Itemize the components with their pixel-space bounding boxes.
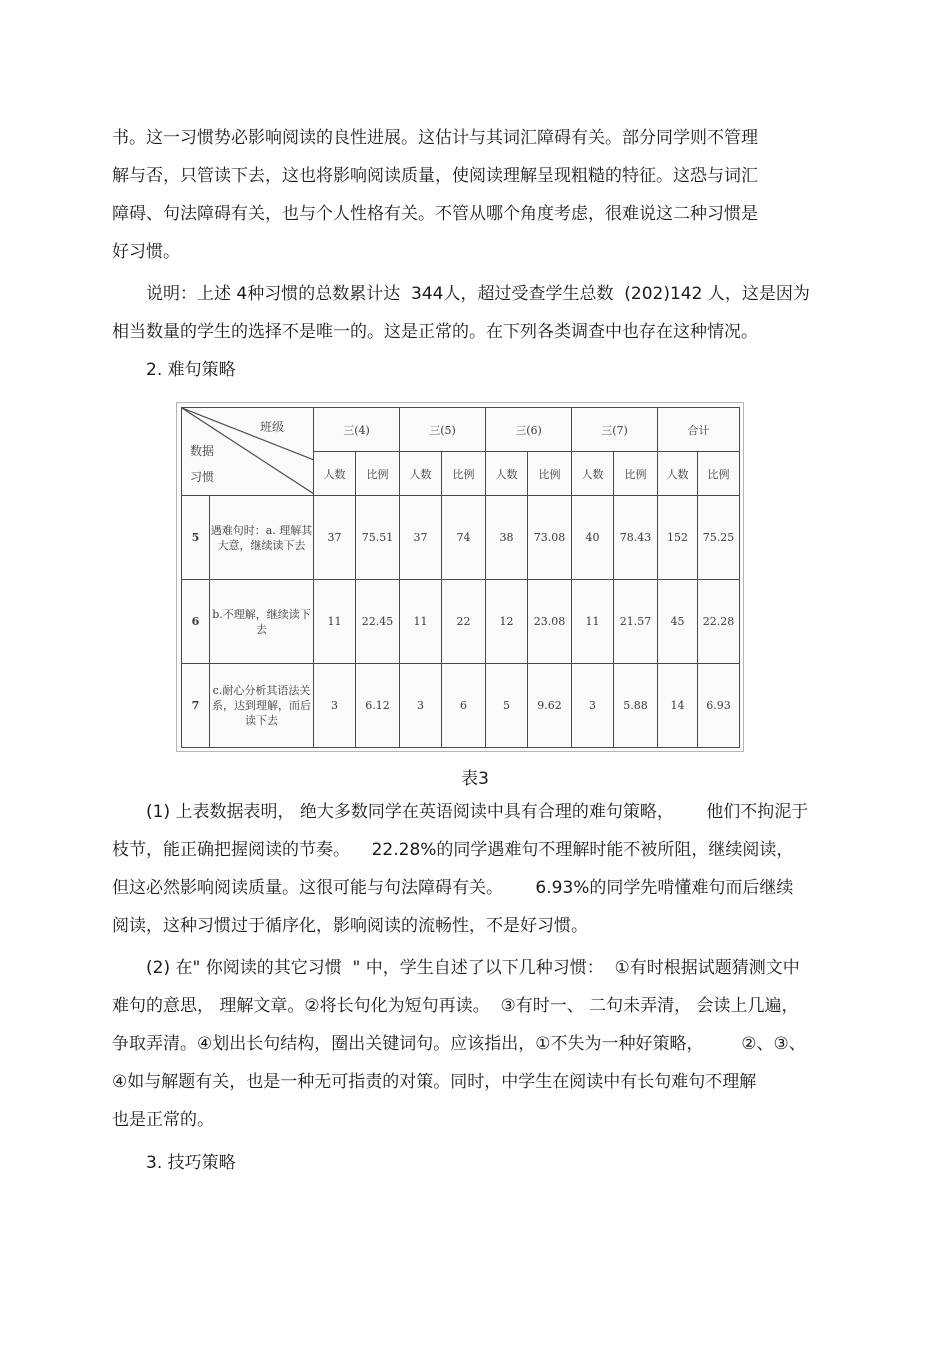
habit-description: c.耐心分析其语法关系，达到理解，而后读下去 <box>210 664 314 748</box>
cell-value: 6 <box>442 664 486 748</box>
count-subheader: 人数 <box>572 452 614 496</box>
cell-value: 152 <box>658 496 698 580</box>
text-line: 好习惯。 <box>112 242 180 262</box>
intro-paragraph <box>112 119 842 271</box>
cell-value: 37 <box>314 496 356 580</box>
cell-value: 12 <box>486 580 528 664</box>
text-line: 难句的意思， 理解文章。②将长句化为短句再读。 ③有时一、 二句未弄清， 会读上几遍， <box>112 996 799 1016</box>
class-header: 三(7) <box>572 408 658 452</box>
analysis-paragraph-2 <box>112 949 842 1139</box>
section-2-heading: 2. 难句策略 <box>146 360 236 380</box>
total-header: 合计 <box>658 408 740 452</box>
cell-value: 22.28 <box>698 580 740 664</box>
count-subheader: 人数 <box>400 452 442 496</box>
cell-value: 37 <box>400 496 442 580</box>
cell-value: 5.88 <box>614 664 658 748</box>
table-row <box>182 580 740 664</box>
cell-value: 3 <box>314 664 356 748</box>
text-line: 但这必然影响阅读质量。这很可能与句法障碍有关。 6.93%的同学先啃懂难句而后继续 <box>112 878 794 898</box>
cell-value: 73.08 <box>528 496 572 580</box>
text-line: 说明：上述 4种习惯的总数累计达 344人，超过受查学生总数 (202)142 人，这是因为 <box>146 284 810 304</box>
cell-value: 11 <box>400 580 442 664</box>
cell-value: 23.08 <box>528 580 572 664</box>
count-subheader: 人数 <box>314 452 356 496</box>
cell-value: 40 <box>572 496 614 580</box>
table-row <box>182 664 740 748</box>
text-line: ④如与解题有关，也是一种无可指责的对策。同时，中学生在阅读中有长句难句不理解 <box>112 1072 757 1092</box>
cell-value: 38 <box>486 496 528 580</box>
cell-value: 6.12 <box>356 664 400 748</box>
class-header: 三(5) <box>400 408 486 452</box>
header-data-label: 数据 <box>190 444 215 458</box>
text-line: (2) 在" 你阅读的其它习惯 " 中，学生自述了以下几种习惯： ①有时根据试题猜测文中 <box>146 958 800 978</box>
row-number: 6 <box>182 580 210 664</box>
table-figure <box>176 402 744 752</box>
text-line: 枝节，能正确把握阅读的节奏。 22.28%的同学遇难句不理解时能不被所阻，继续阅读， <box>112 840 794 860</box>
cell-value: 3 <box>400 664 442 748</box>
cell-value: 11 <box>572 580 614 664</box>
ratio-subheader: 比例 <box>528 452 572 496</box>
count-subheader: 人数 <box>486 452 528 496</box>
note-paragraph <box>112 275 842 351</box>
cell-value: 22 <box>442 580 486 664</box>
habit-description: 遇难句时：a. 理解其大意，继续读下去 <box>210 496 314 580</box>
table-row <box>182 496 740 580</box>
text-line: 障碍、句法障碍有关，也与个人性格有关。不管从哪个角度考虑，很难说这二种习惯是 <box>112 204 758 224</box>
count-subheader: 人数 <box>658 452 698 496</box>
diagonal-header-cell <box>182 408 314 496</box>
cell-value: 78.43 <box>614 496 658 580</box>
section-heading <box>112 351 842 389</box>
ratio-subheader: 比例 <box>698 452 740 496</box>
text-line: 也是正常的。 <box>112 1110 214 1130</box>
text-line: 相当数量的学生的选择不是唯一的。这是正常的。在下列各类调查中也存在这种情况。 <box>112 322 758 342</box>
section-3-heading: 3. 技巧策略 <box>146 1153 236 1173</box>
cell-value: 6.93 <box>698 664 740 748</box>
habit-description: b.不理解，继续读下去 <box>210 580 314 664</box>
header-habit-label: 习惯 <box>190 470 215 484</box>
ratio-subheader: 比例 <box>614 452 658 496</box>
text-line: 争取弄清。④划出长句结构，圈出关键词句。应该指出，①不失为一种好策略， ②、③、 <box>112 1034 806 1054</box>
header-class-label: 班级 <box>260 420 285 434</box>
cell-value: 21.57 <box>614 580 658 664</box>
class-header: 三(6) <box>486 408 572 452</box>
class-header: 三(4) <box>314 408 400 452</box>
cell-value: 45 <box>658 580 698 664</box>
cell-value: 22.45 <box>356 580 400 664</box>
cell-value: 14 <box>658 664 698 748</box>
cell-value: 11 <box>314 580 356 664</box>
ratio-subheader: 比例 <box>442 452 486 496</box>
difficult-sentence-table <box>181 407 740 748</box>
cell-value: 5 <box>486 664 528 748</box>
cell-value: 75.51 <box>356 496 400 580</box>
cell-value: 75.25 <box>698 496 740 580</box>
text-line: 书。这一习惯势必影响阅读的良性进展。这估计与其词汇障碍有关。部分同学则不管理 <box>112 128 758 148</box>
text-line: 阅读，这种习惯过于循序化，影响阅读的流畅性，不是好习惯。 <box>112 916 588 936</box>
cell-value: 3 <box>572 664 614 748</box>
text-line: 解与否，只管读下去，这也将影响阅读质量，使阅读理解呈现粗糙的特征。这恐与词汇 <box>112 166 758 186</box>
row-number: 5 <box>182 496 210 580</box>
row-number: 7 <box>182 664 210 748</box>
text-line: (1) 上表数据表明， 绝大多数同学在英语阅读中具有合理的难句策略， 他们不拘泥于 <box>146 802 809 822</box>
ratio-subheader: 比例 <box>356 452 400 496</box>
analysis-paragraph-1 <box>112 793 842 945</box>
section-heading <box>112 1144 842 1182</box>
cell-value: 74 <box>442 496 486 580</box>
table-caption: 表3 <box>461 769 489 789</box>
cell-value: 9.62 <box>528 664 572 748</box>
